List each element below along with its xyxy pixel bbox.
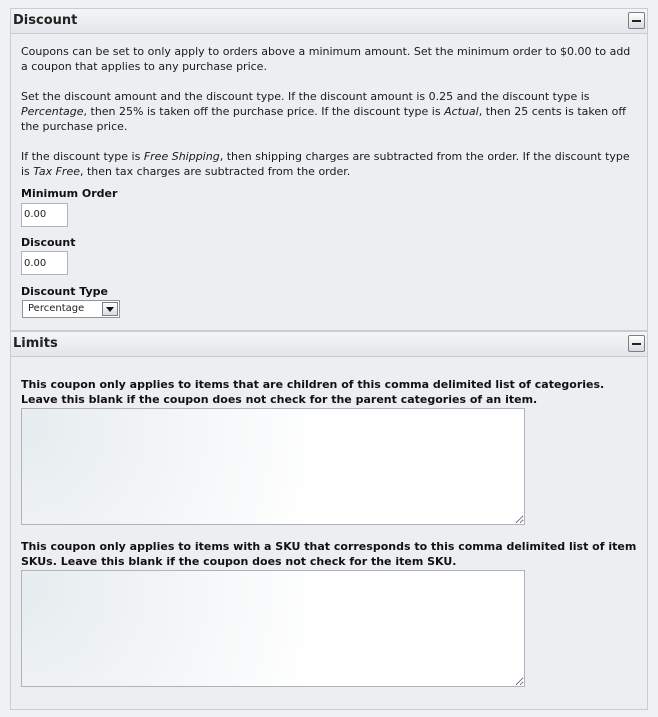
minus-icon [632, 20, 641, 22]
help-text-part: , then 25% is taken off the purchase price. If the discount type is [83, 105, 445, 118]
coupon-form [10, 8, 648, 710]
discount-input[interactable] [21, 251, 68, 275]
help-text-emphasis: Tax Free [33, 165, 80, 178]
skus-label: This coupon only applies to items with a SKU that corresponds to this comma delimited list of item SKUs. Leave this blank if the coupon does not check for the item SKU. [21, 540, 637, 568]
limits-panel-title: Limits [13, 336, 58, 351]
minimum-order-input[interactable] [21, 203, 68, 227]
minimum-order-label: Minimum Order [21, 187, 118, 200]
skus-textarea[interactable] [21, 570, 525, 687]
discount-collapse-button[interactable] [628, 12, 645, 29]
help-text-part: If the discount type is [21, 150, 144, 163]
help-text-part: , then tax charges are subtracted from the order. [80, 165, 351, 178]
limits-panel [10, 331, 648, 710]
discount-panel [10, 8, 648, 331]
chevron-down-icon [106, 307, 114, 312]
discount-type-select[interactable] [22, 300, 120, 318]
discount-type-label: Discount Type [21, 285, 108, 298]
minus-icon [632, 343, 641, 345]
discount-panel-body [11, 34, 647, 330]
help-text-minimum: Coupons can be set to only apply to orders above a minimum amount. Set the minimum order to $0.00 to add a coupon that applies to any purchase price. [21, 45, 631, 73]
categories-textarea[interactable] [21, 408, 525, 525]
help-text-emphasis: Percentage [21, 105, 84, 118]
help-text-part: , then 25 cents is taken off the purchase price. [21, 105, 626, 133]
limits-panel-body [11, 357, 647, 709]
help-text-emphasis: Actual [444, 105, 479, 118]
discount-type-selected-value: Percentage [28, 303, 85, 314]
help-text-shipping-tax [21, 149, 637, 179]
help-text-part: , then shipping charges are subtracted from the order. If the discount type is [21, 150, 630, 178]
discount-panel-title: Discount [13, 13, 78, 28]
help-text-discount-type [21, 89, 637, 134]
help-text-part: Set the discount amount and the discount type. If the discount amount is 0.25 and the discount type is [21, 90, 590, 103]
limits-panel-header [11, 331, 647, 357]
limits-collapse-button[interactable] [628, 335, 645, 352]
categories-label: This coupon only applies to items that are children of this comma delimited list of categories. Leave this blank if the coupon does not check for the parent categories of an item. [21, 378, 605, 406]
discount-label: Discount [21, 235, 76, 249]
discount-panel-header [11, 9, 647, 34]
help-text-emphasis: Free Shipping [143, 150, 220, 163]
discount-type-dropdown-button[interactable] [102, 302, 118, 316]
